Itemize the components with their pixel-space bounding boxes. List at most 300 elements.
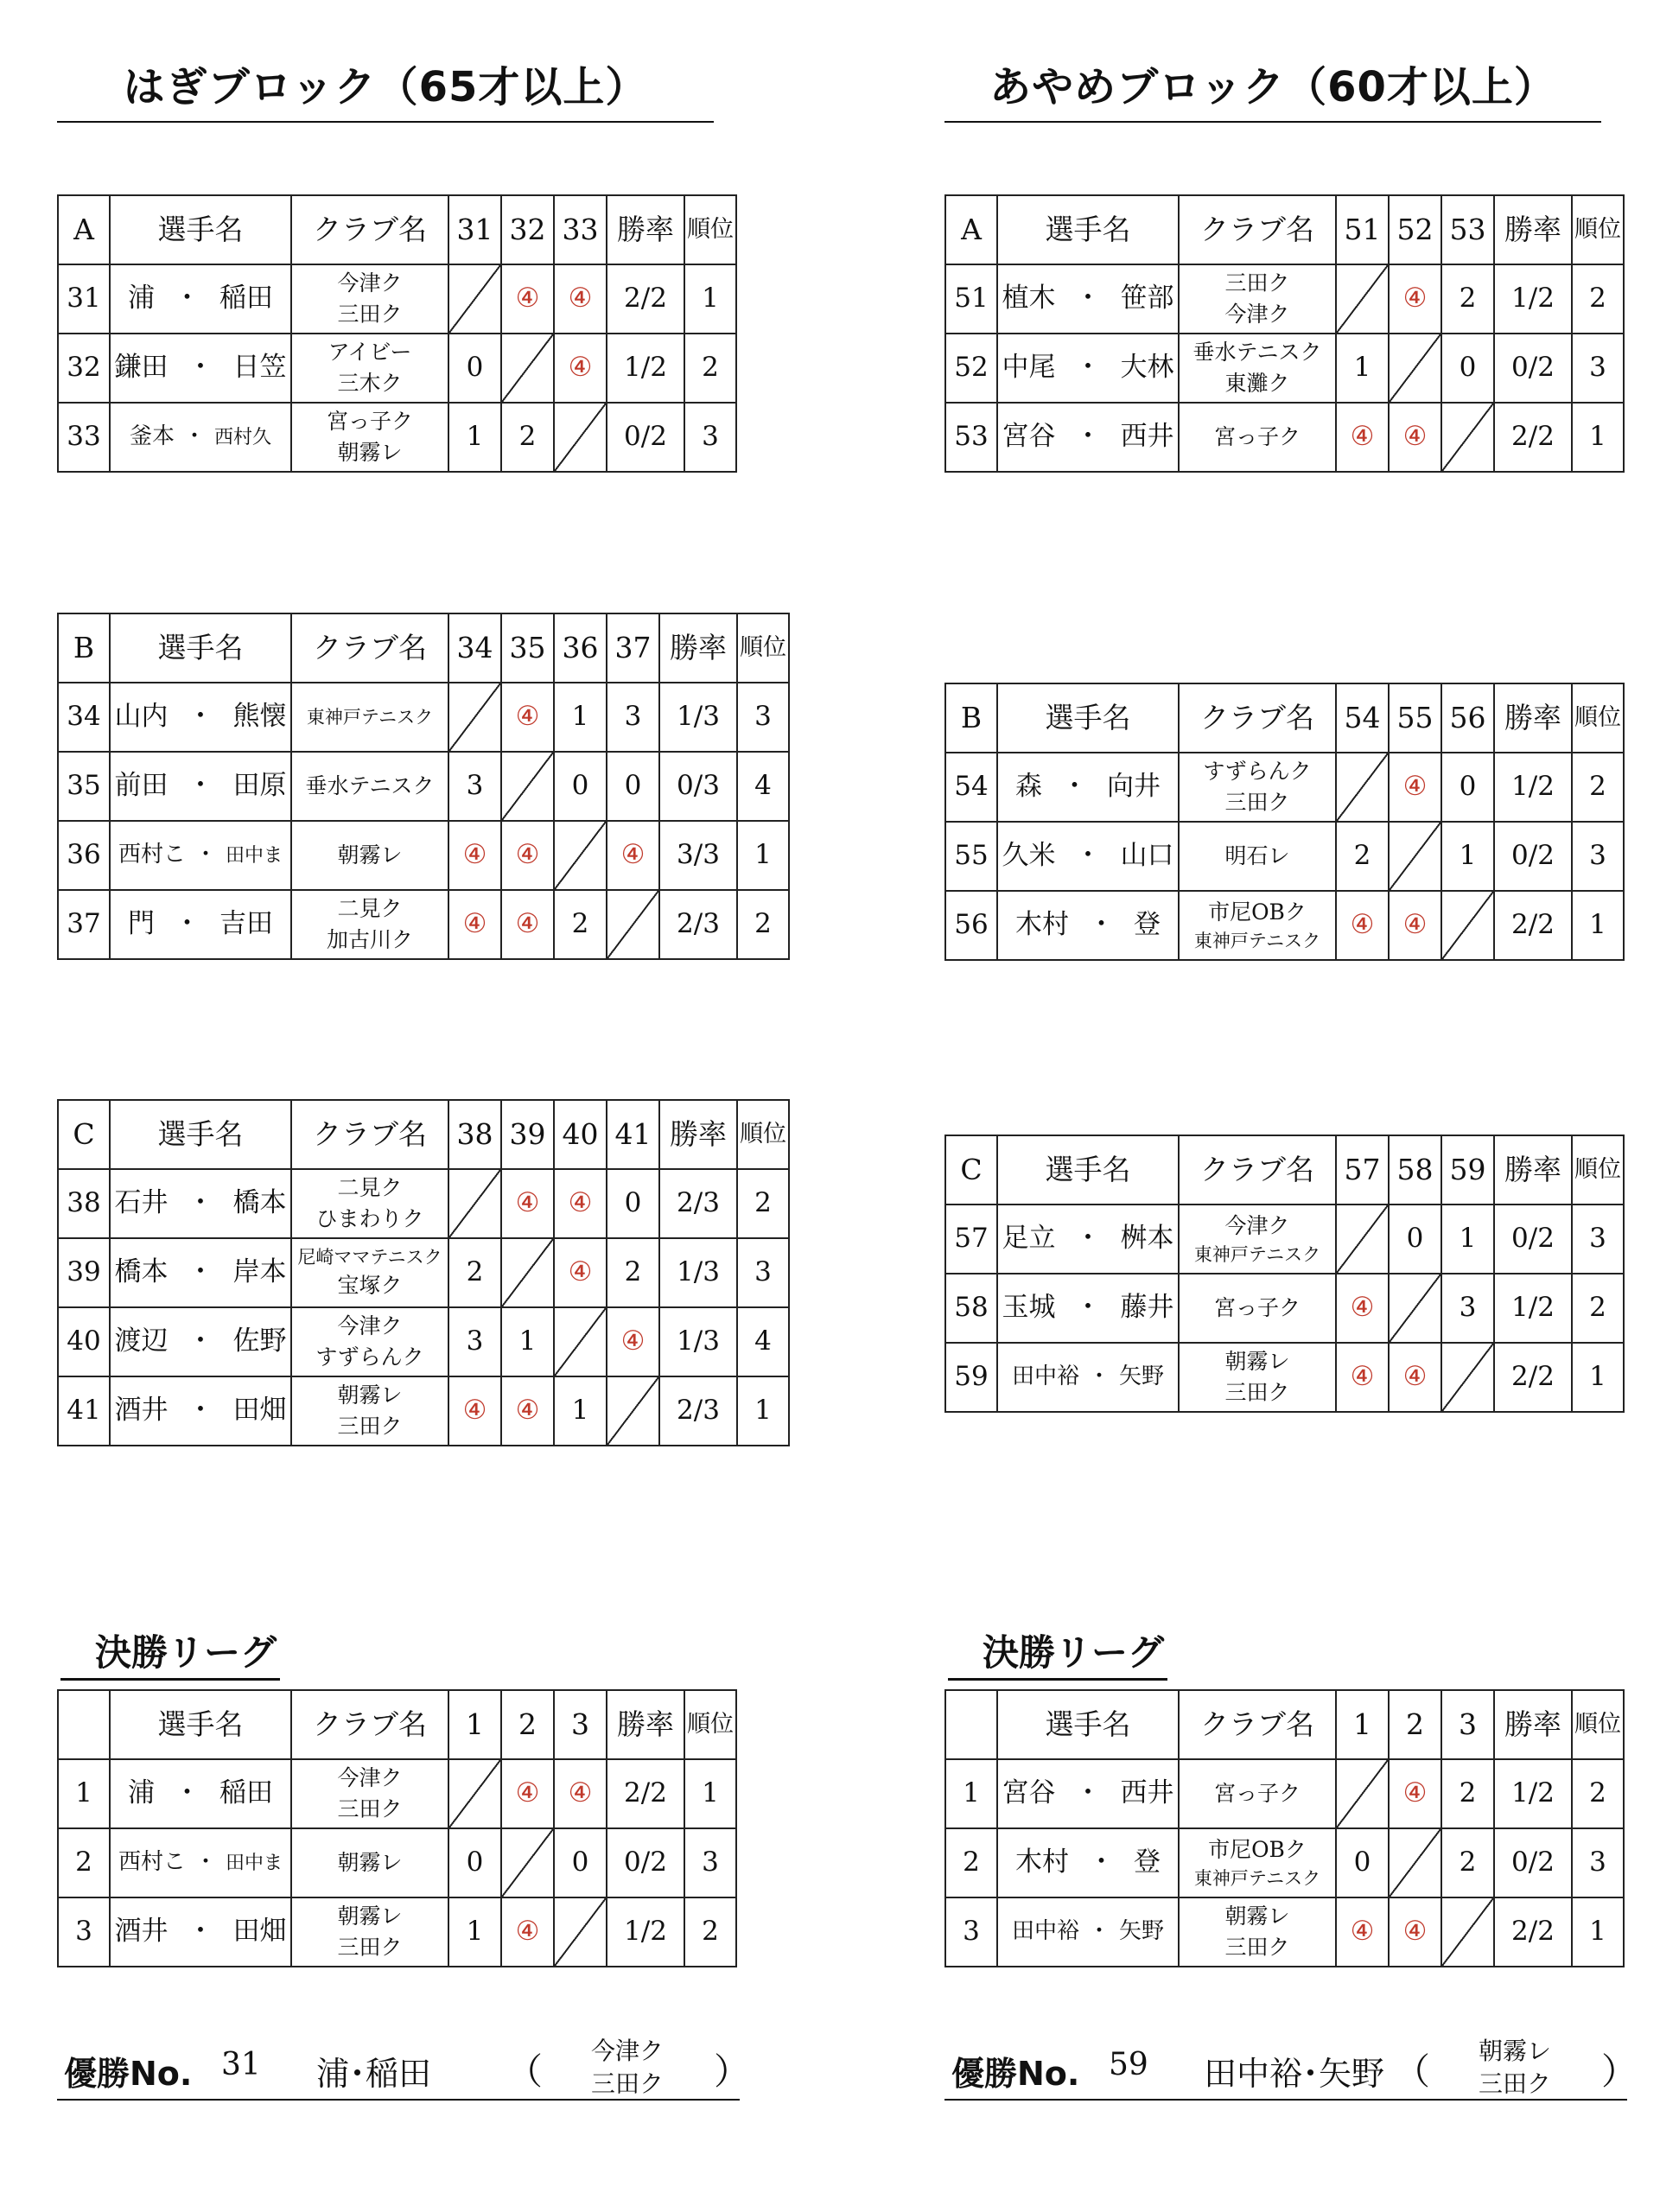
player-no: 54 (945, 753, 997, 822)
player-no: 32 (58, 334, 110, 403)
name-separator: ・ (174, 283, 200, 315)
player-names (110, 821, 291, 890)
player-names (110, 890, 291, 959)
player1-name: 浦 (128, 283, 155, 315)
match-result: 0 (1336, 1828, 1389, 1897)
block-label: C (58, 1100, 110, 1169)
player-no: 33 (58, 403, 110, 472)
player-no: 56 (945, 891, 997, 960)
title-underline (944, 121, 1601, 123)
club-name-header: クラブ名 (291, 195, 448, 264)
player1-name: 浦 (128, 1777, 155, 1809)
club2: 三田ク (337, 302, 403, 327)
title-underline (57, 121, 714, 123)
club-names (291, 1897, 448, 1967)
player-no: 3 (58, 1897, 110, 1967)
right-paren: ） (1601, 2050, 1638, 2093)
match-result: ④ (448, 821, 501, 890)
block-table (944, 683, 1625, 961)
match-result: ④ (1336, 1343, 1389, 1412)
table-header-row (58, 1690, 736, 1759)
self-match-diagonal (501, 1828, 554, 1897)
match-result: ④ (448, 890, 501, 959)
opponent-no-header: 40 (554, 1100, 607, 1169)
player2-name: 稲田 (219, 283, 273, 315)
club1: 朝霧レ (337, 1382, 403, 1408)
rank: 1 (1572, 1897, 1624, 1967)
opponent-no-header: 57 (1336, 1135, 1389, 1205)
block-table (57, 1099, 790, 1446)
club1: 宮っ子ク (1213, 1780, 1301, 1806)
win-rate: 2/3 (659, 890, 737, 959)
player-no: 41 (58, 1376, 110, 1446)
self-match-diagonal (1336, 753, 1389, 822)
rank: 3 (1572, 822, 1624, 891)
player-no: 35 (58, 752, 110, 821)
match-result: 2 (1441, 1759, 1494, 1828)
opponent-no-header: 32 (501, 195, 554, 264)
win-rate: 0/2 (607, 1828, 684, 1897)
block-table (944, 1135, 1625, 1413)
win-rate-header: 勝率 (659, 613, 737, 683)
player1-name: 門 (128, 908, 155, 940)
player2-name: 笹部 (1120, 283, 1174, 315)
table-header-row (945, 195, 1624, 264)
player2-name: 田畑 (232, 1395, 287, 1427)
match-result: 1 (554, 683, 607, 752)
player-names (997, 891, 1179, 960)
win-rate: 0/3 (659, 752, 737, 821)
club2: 朝霧レ (337, 440, 403, 465)
player-no: 37 (58, 890, 110, 959)
player-names (110, 1897, 291, 1967)
player1-name: 田中裕 (1011, 1918, 1079, 1945)
club-names (291, 683, 448, 752)
player2-name: 登 (1134, 909, 1161, 941)
name-separator: ・ (1074, 1777, 1102, 1809)
player-names (997, 1343, 1179, 1412)
table-row (945, 1274, 1624, 1343)
match-result: ④ (448, 1376, 501, 1446)
block-label: C (945, 1135, 997, 1205)
table-row (945, 403, 1624, 472)
club1: 今津ク (337, 270, 403, 296)
table-row (945, 264, 1624, 334)
win-rate-header: 勝率 (1494, 1690, 1572, 1759)
rank: 3 (737, 683, 789, 752)
hagi-block-title: はぎブロック（65才以上） (123, 63, 648, 111)
club-names (1179, 1897, 1336, 1967)
win-rate: 0/2 (1494, 334, 1572, 403)
match-result: ④ (1389, 1897, 1441, 1967)
win-rate: 3/3 (659, 821, 737, 890)
rank-header: 順位 (1572, 1135, 1624, 1205)
name-separator: ・ (1074, 421, 1102, 453)
rank-header: 順位 (684, 195, 736, 264)
club1: すずらんク (1203, 758, 1312, 784)
win-rate: 2/2 (1494, 1343, 1572, 1412)
win-rate-header: 勝率 (1494, 1135, 1572, 1205)
match-result: ④ (1389, 753, 1441, 822)
table-row (945, 753, 1624, 822)
name-separator: ・ (1087, 1918, 1110, 1945)
rank-header: 順位 (1572, 1690, 1624, 1759)
player1-name: 田中裕 (1011, 1363, 1079, 1390)
player-names (110, 1828, 291, 1897)
club-name-header: クラブ名 (1179, 683, 1336, 753)
rank-header: 順位 (1572, 195, 1624, 264)
block-label (945, 1690, 997, 1759)
club-names (291, 1307, 448, 1376)
match-result: 1 (554, 1376, 607, 1446)
player2-name: 西井 (1120, 421, 1174, 453)
player-names (997, 1828, 1179, 1897)
match-result: 1 (1441, 1205, 1494, 1274)
club1: 東神戸テニスク (306, 706, 434, 728)
match-result: ④ (501, 1897, 554, 1967)
club2: 東神戸テニスク (1193, 930, 1321, 951)
table-row (58, 1828, 736, 1897)
match-result: 0 (1441, 334, 1494, 403)
win-rate: 2/3 (659, 1169, 737, 1238)
club1: 今津ク (1224, 1212, 1290, 1238)
ayame-block-title: あやめブロック（60才以上） (989, 63, 1556, 111)
match-result: ④ (501, 1169, 554, 1238)
club-names (1179, 1759, 1336, 1828)
self-match-diagonal (448, 1169, 501, 1238)
opponent-no-header: 1 (448, 1690, 501, 1759)
player1-name: 宮谷 (1002, 421, 1056, 453)
self-match-diagonal (448, 1759, 501, 1828)
opponent-no-header: 53 (1441, 195, 1494, 264)
win-rate: 0/2 (607, 403, 684, 472)
match-result: ④ (607, 1307, 659, 1376)
self-match-diagonal (1389, 822, 1441, 891)
club-names (291, 334, 448, 403)
opponent-no-header: 1 (1336, 1690, 1389, 1759)
match-result: 3 (448, 752, 501, 821)
name-separator: ・ (1061, 771, 1088, 803)
match-result: ④ (1336, 891, 1389, 960)
opponent-no-header: 31 (448, 195, 501, 264)
player2-name: 藤井 (1120, 1292, 1174, 1324)
club1: 宮っ子ク (326, 408, 413, 434)
player-no: 2 (945, 1828, 997, 1897)
champion-name: 田中裕･矢野 (1204, 2055, 1385, 2093)
rank: 2 (684, 334, 736, 403)
player-name-header: 選手名 (997, 683, 1179, 753)
opponent-no-header: 52 (1389, 195, 1441, 264)
block-table (57, 194, 737, 473)
table-header-row (945, 683, 1624, 753)
player-no: 31 (58, 264, 110, 334)
rank: 2 (1572, 1274, 1624, 1343)
rank: 2 (737, 1169, 789, 1238)
win-rate: 1/2 (607, 1897, 684, 1967)
club-names (1179, 891, 1336, 960)
rank: 3 (1572, 334, 1624, 403)
player-names (110, 1307, 291, 1376)
player2-name: 田中ま (226, 845, 283, 868)
club-names (291, 403, 448, 472)
self-match-diagonal (1336, 1205, 1389, 1274)
player-no: 36 (58, 821, 110, 890)
match-result: 1 (448, 1897, 501, 1967)
player2-name: 田原 (232, 770, 287, 802)
player1-name: 釜本 (129, 423, 175, 450)
match-result: 1 (501, 1307, 554, 1376)
player1-name: 渡辺 (114, 1325, 169, 1357)
player-names (110, 403, 291, 472)
name-separator: ・ (1074, 1223, 1102, 1255)
player2-name: 登 (1134, 1847, 1161, 1878)
player1-name: 前田 (114, 770, 169, 802)
club-name-header: クラブ名 (291, 1100, 448, 1169)
club2: 東灘ク (1224, 371, 1290, 396)
win-rate-header: 勝率 (1494, 195, 1572, 264)
club2: 東神戸テニスク (1193, 1243, 1321, 1265)
player-no: 1 (58, 1759, 110, 1828)
match-result: ④ (501, 264, 554, 334)
rank: 1 (737, 1376, 789, 1446)
rank: 1 (684, 1759, 736, 1828)
club-names (1179, 264, 1336, 334)
player-names (110, 1238, 291, 1307)
rank: 2 (684, 1897, 736, 1967)
player-no: 57 (945, 1205, 997, 1274)
match-result: 2 (1441, 264, 1494, 334)
match-result: ④ (1389, 264, 1441, 334)
player1-name: 山内 (114, 701, 169, 733)
club-names (291, 1828, 448, 1897)
win-rate-header: 勝率 (607, 195, 684, 264)
player1-name: 玉城 (1002, 1292, 1056, 1324)
club1: アイビー (328, 339, 412, 365)
player1-name: 木村 (1015, 1847, 1069, 1878)
rank: 2 (1572, 264, 1624, 334)
club-names (1179, 403, 1336, 472)
player2-name: 山口 (1120, 840, 1174, 872)
opponent-no-header: 54 (1336, 683, 1389, 753)
opponent-no-header: 36 (554, 613, 607, 683)
match-result: 2 (448, 1238, 501, 1307)
table-row (58, 683, 789, 752)
club-names (1179, 753, 1336, 822)
self-match-diagonal (554, 1307, 607, 1376)
opponent-no-header: 34 (448, 613, 501, 683)
club2: 三木ク (337, 371, 403, 396)
self-match-diagonal (448, 683, 501, 752)
player1-name: 西村こ (118, 842, 186, 868)
match-result: 0 (448, 334, 501, 403)
table-row (58, 752, 789, 821)
club1: 宮っ子ク (1213, 423, 1301, 449)
match-result: 3 (607, 683, 659, 752)
opponent-no-header: 35 (501, 613, 554, 683)
match-result: ④ (501, 1759, 554, 1828)
player-no: 51 (945, 264, 997, 334)
self-match-diagonal (501, 1238, 554, 1307)
name-separator: ・ (1074, 283, 1102, 315)
champion-line (57, 2035, 751, 2101)
player2-name: 田畑 (232, 1916, 287, 1948)
win-rate: 0/2 (1494, 822, 1572, 891)
self-match-diagonal (607, 1376, 659, 1446)
table-row (58, 821, 789, 890)
rank: 1 (1572, 891, 1624, 960)
player-names (110, 264, 291, 334)
win-rate: 1/2 (1494, 1759, 1572, 1828)
club1: 尼崎ママテニスク (297, 1246, 442, 1268)
club1: 朝霧レ (337, 1849, 403, 1875)
rank: 2 (737, 890, 789, 959)
table-row (945, 334, 1624, 403)
self-match-diagonal (554, 403, 607, 472)
champion-line (944, 2035, 1638, 2101)
player1-name: 森 (1015, 771, 1042, 803)
table-row (58, 1307, 789, 1376)
player-no: 34 (58, 683, 110, 752)
player1-name: 足立 (1002, 1223, 1056, 1255)
match-result: 0 (448, 1828, 501, 1897)
club-name-header: クラブ名 (291, 613, 448, 683)
match-result: 1 (448, 403, 501, 472)
name-separator: ・ (1074, 840, 1102, 872)
player-name-header: 選手名 (997, 1690, 1179, 1759)
self-match-diagonal (1389, 334, 1441, 403)
rank: 3 (1572, 1828, 1624, 1897)
club2: 加古川ク (326, 927, 413, 952)
table-row (58, 890, 789, 959)
rank-header: 順位 (737, 1100, 789, 1169)
block-label: A (945, 195, 997, 264)
champion-clubs (558, 2035, 696, 2101)
rank: 1 (1572, 403, 1624, 472)
champion-club1: 朝霧レ (1478, 2037, 1551, 2065)
club2: 三田ク (1224, 1380, 1290, 1405)
opponent-no-header: 39 (501, 1100, 554, 1169)
player2-name: 橋本 (232, 1187, 287, 1219)
club-names (291, 1169, 448, 1238)
player-names (110, 334, 291, 403)
player1-name: 石井 (114, 1187, 169, 1219)
match-result: 0 (554, 1828, 607, 1897)
win-rate: 0/2 (1494, 1828, 1572, 1897)
player-name-header: 選手名 (110, 1690, 291, 1759)
self-match-diagonal (554, 1897, 607, 1967)
club1: 三田ク (1224, 270, 1290, 296)
match-result: 3 (1441, 1274, 1494, 1343)
match-result: ④ (1336, 1274, 1389, 1343)
opponent-no-header: 56 (1441, 683, 1494, 753)
win-rate: 2/2 (1494, 891, 1572, 960)
win-rate: 1/3 (659, 1307, 737, 1376)
name-separator: ・ (194, 842, 217, 868)
player2-name: 佐野 (232, 1325, 287, 1357)
champion-no: 59 (1109, 2047, 1148, 2082)
name-separator: ・ (187, 1187, 214, 1219)
match-result: ④ (1336, 403, 1389, 472)
opponent-no-header: 59 (1441, 1135, 1494, 1205)
name-separator: ・ (1088, 909, 1115, 941)
club-names (1179, 334, 1336, 403)
club-name-header: クラブ名 (291, 1690, 448, 1759)
club2: 三田ク (337, 1796, 403, 1821)
table-header-row (58, 1100, 789, 1169)
name-separator: ・ (182, 423, 206, 450)
player-names (110, 683, 291, 752)
player-no: 59 (945, 1343, 997, 1412)
player2-name: 田中ま (226, 1853, 283, 1875)
rank-header: 順位 (737, 613, 789, 683)
player2-name: 矢野 (1119, 1918, 1165, 1945)
name-separator: ・ (187, 770, 214, 802)
table-row (58, 1376, 789, 1446)
name-separator: ・ (187, 352, 214, 384)
match-result: ④ (1389, 1759, 1441, 1828)
self-match-diagonal (448, 264, 501, 334)
table-row (58, 1759, 736, 1828)
champion-name: 浦･稲田 (316, 2055, 432, 2093)
player2-name: 西村久 (214, 427, 272, 449)
player-no: 55 (945, 822, 997, 891)
club1: 市尼OBク (1208, 1836, 1307, 1862)
match-result: 0 (607, 752, 659, 821)
right-paren: ） (714, 2050, 751, 2093)
table-row (58, 334, 736, 403)
club2: 今津ク (1224, 302, 1290, 327)
player-names (110, 1759, 291, 1828)
self-match-diagonal (1441, 1897, 1494, 1967)
player-names (997, 1274, 1179, 1343)
player2-name: 桝本 (1120, 1223, 1174, 1255)
player-no: 3 (945, 1897, 997, 1967)
table-header-row (58, 195, 736, 264)
club-names (291, 752, 448, 821)
club-names (291, 821, 448, 890)
match-result: 1 (1336, 334, 1389, 403)
player1-name: 西村こ (118, 1849, 186, 1876)
player2-name: 日笠 (232, 352, 287, 384)
win-rate: 2/2 (607, 1759, 684, 1828)
player-no: 38 (58, 1169, 110, 1238)
self-match-diagonal (501, 334, 554, 403)
rank: 4 (737, 1307, 789, 1376)
table-row (58, 1169, 789, 1238)
club-name-header: クラブ名 (1179, 1690, 1336, 1759)
club-names (1179, 1274, 1336, 1343)
name-separator: ・ (194, 1849, 217, 1876)
club2: 三田ク (337, 1935, 403, 1960)
player2-name: 矢野 (1119, 1363, 1165, 1390)
club1: 朝霧レ (337, 1903, 403, 1929)
table-row (945, 1897, 1624, 1967)
self-match-diagonal (1336, 264, 1389, 334)
win-rate-header: 勝率 (607, 1690, 684, 1759)
opponent-no-header: 41 (607, 1100, 659, 1169)
table-header-row (58, 613, 789, 683)
match-result: ④ (501, 1376, 554, 1446)
club-name-header: クラブ名 (1179, 1135, 1336, 1205)
club-names (291, 264, 448, 334)
match-result: 0 (554, 752, 607, 821)
opponent-no-header: 37 (607, 613, 659, 683)
club1: 朝霧レ (1224, 1348, 1290, 1374)
match-result: 2 (607, 1238, 659, 1307)
player2-name: 岸本 (232, 1256, 287, 1288)
player1-name: 酒井 (114, 1395, 169, 1427)
club1: 垂水テニスク (305, 772, 435, 798)
